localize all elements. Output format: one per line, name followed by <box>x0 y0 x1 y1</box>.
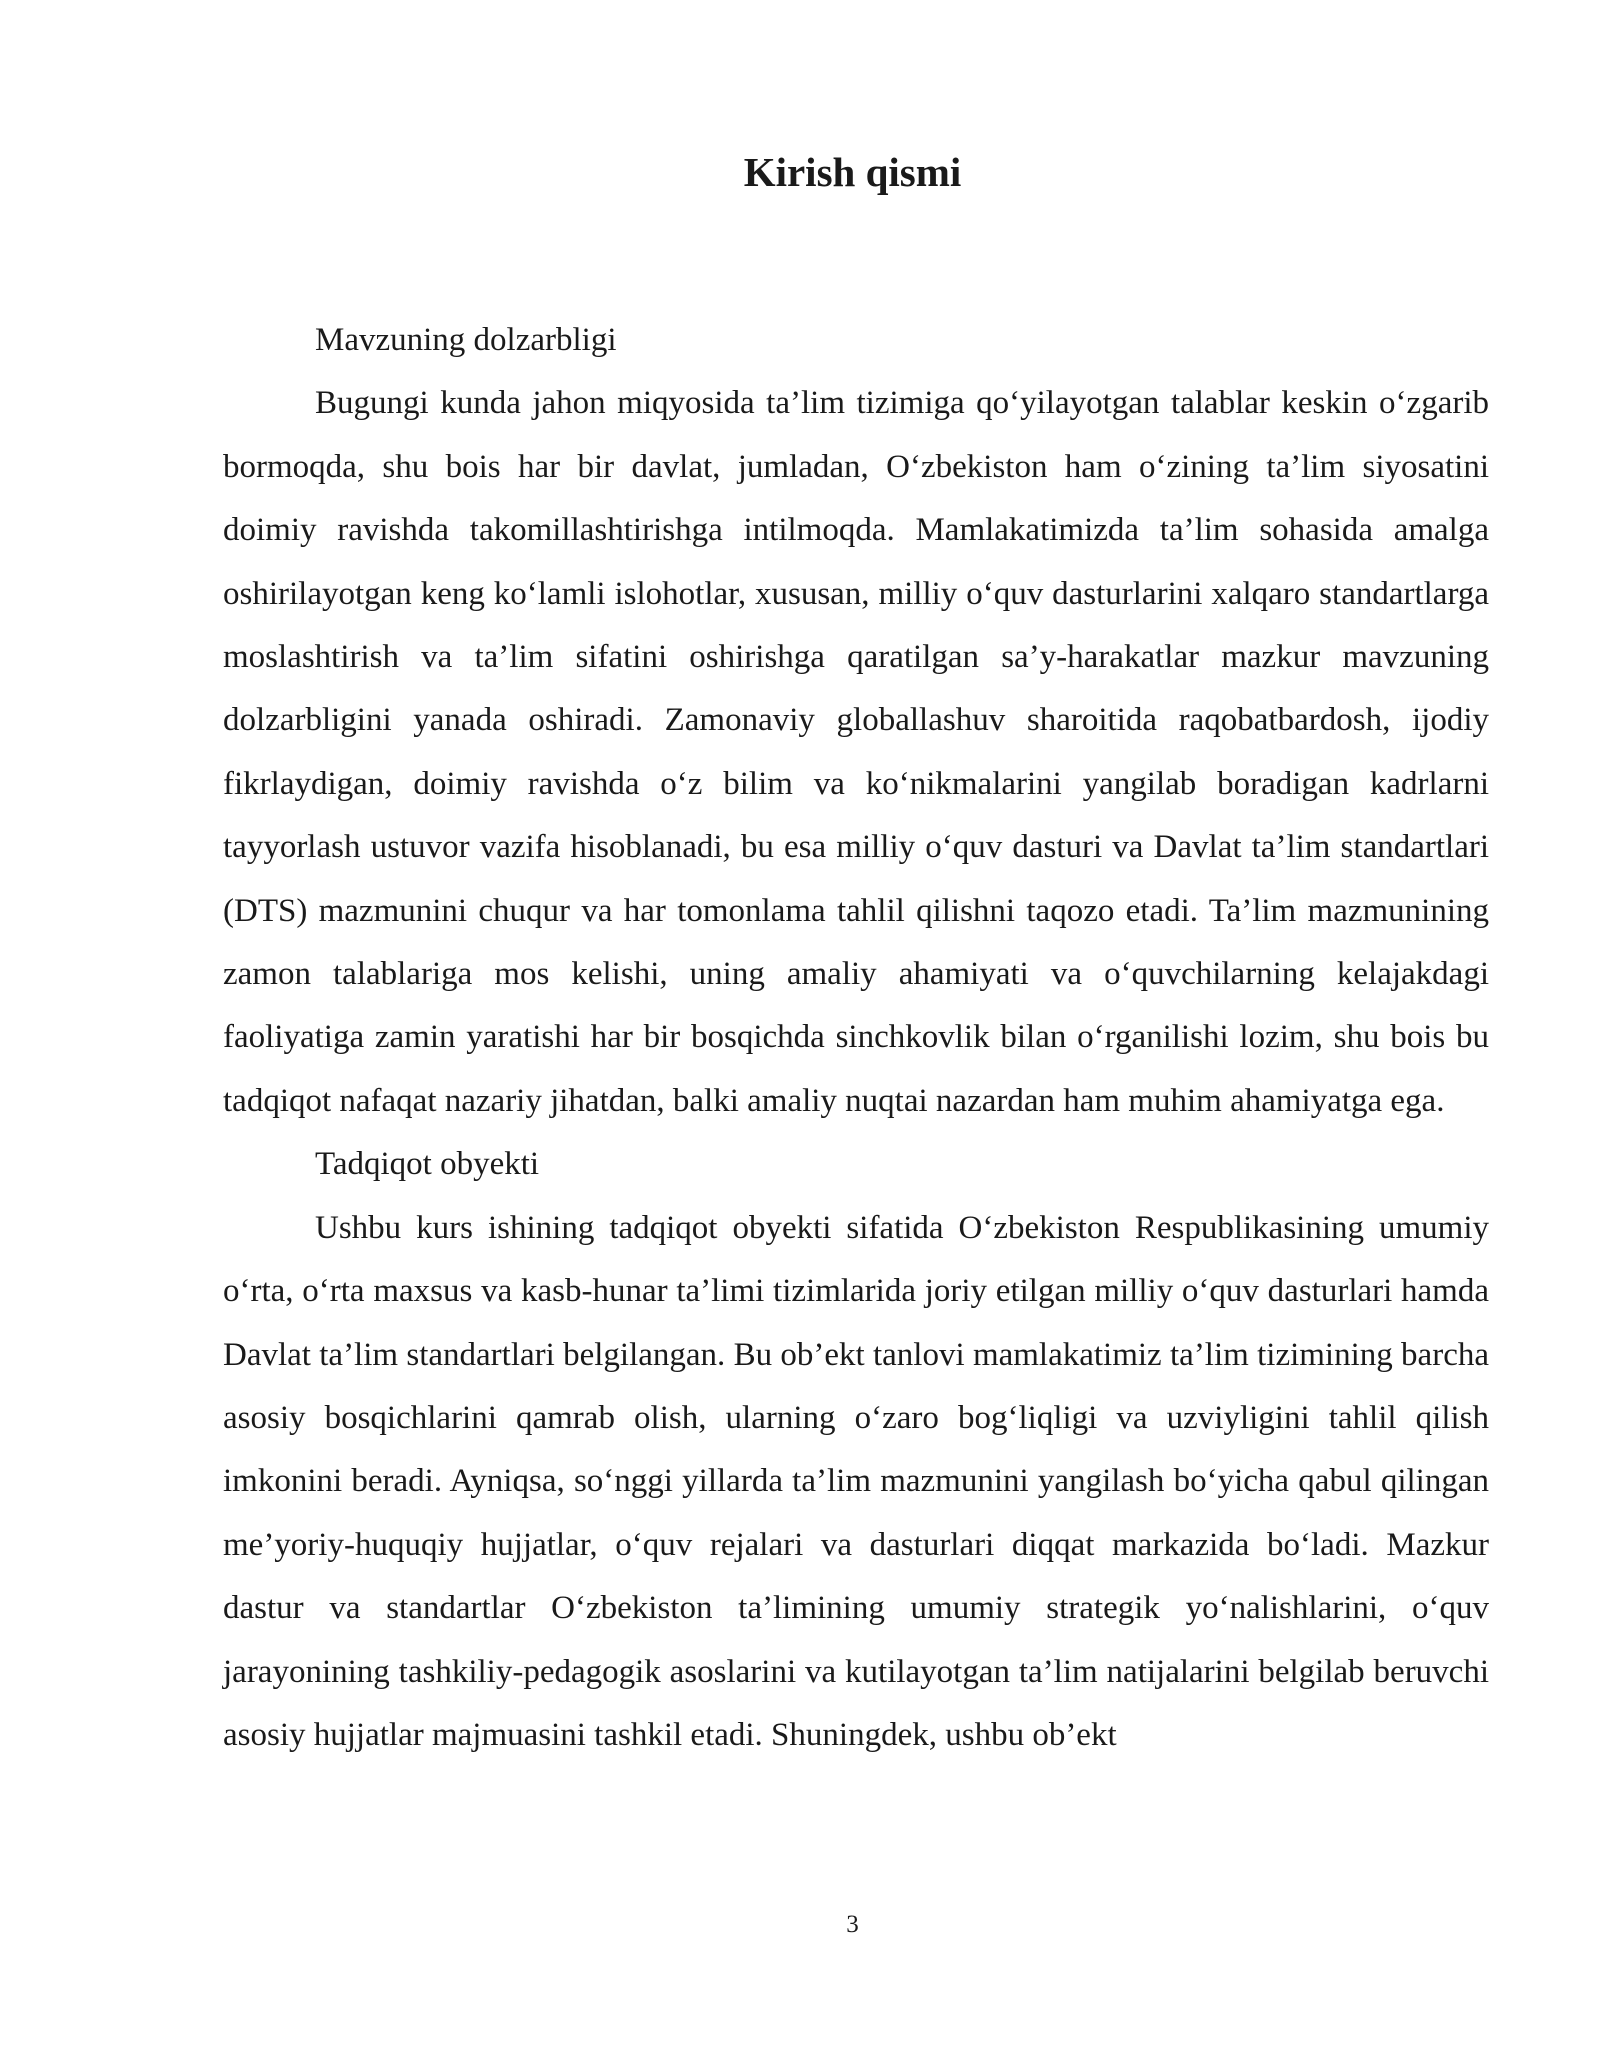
section-paragraph-research-object: Ushbu kurs ishining tadqiqot obyekti sifatida O‘zbekiston Respublikasining umumiy o‘rta, o‘rta maxsus va kasb-hunar ta’limi tizimlarida joriy etilgan milliy o‘quv dasturlari hamda Davlat ta’lim standartlari belgilangan. Bu ob’ekt tanlovi mamlakatimiz ta’lim tizimining barcha asosiy bosqichlarini qamrab olish, ularning o‘zaro bog‘liqligi va uzviyligini tahlil qilish imkonini beradi. Ayniqsa, so‘nggi yillarda ta’lim mazmunini yangilash bo‘yicha qabul qilingan me’yoriy-huquqiy hujjatlar, o‘quv rejalari va dasturlari diqqat markazida bo‘ladi. Mazkur dastur va standartlar O‘zbekiston ta’limining umumiy strategik yo‘nalishlarini, o‘quv jarayonining tashkiliy-pedagogik asoslarini va kutilayotgan ta’lim natijalarini belgilab beruvchi asosiy hujjatlar majmuasini tashkil etadi. Shuningdek, ushbu ob’ekt <box>223 1209 1489 1753</box>
document-body <box>223 309 1489 1767</box>
section-paragraph-relevance: Bugungi kunda jahon miqyosida ta’lim tizimiga qo‘yilayotgan talablar keskin o‘zgarib bormoqda, shu bois har bir davlat, jumladan, O‘zbekiston ham o‘zining ta’lim siyosatini doimiy ravishda takomillashtirishga intilmoqda. Mamlakatimizda ta’lim sohasida amalga oshirilayotgan keng ko‘lamli islohotlar, xususan, milliy o‘quv dasturlarini xalqaro standartlarga moslashtirish va ta’lim sifatini oshirishga qaratilgan sa’y-harakatlar mazkur mavzuning dolzarbligini yanada oshiradi. Zamonaviy globallashuv sharoitida raqobatbardosh, ijodiy fikrlaydigan, doimiy ravishda o‘z bilim va ko‘nikmalarini yangilab boradigan kadrlarni tayyorlash ustuvor vazifa hisoblanadi, bu esa milliy o‘quv dasturi va Davlat ta’lim standartlari (DTS) mazmunini chuqur va har tomonlama tahlil qilishni taqozo etadi. Ta’lim mazmunining zamon talablariga mos kelishi, uning amaliy ahamiyati va o‘quvchilarning kelajakdagi faoliyatiga zamin yaratishi har bir bosqichda sinchkovlik bilan o‘rganilishi lozim, shu bois bu tadqiqot nafaqat nazariy jihatdan, balki amaliy nuqtai nazardan ham muhim ahamiyatga ega. <box>223 385 1489 1119</box>
page-title: Kirish qismi <box>743 149 962 195</box>
section-heading-research-object: Tadqiqot obyekti <box>315 1146 540 1183</box>
section-heading-relevance: Mavzuning dolzarbligi <box>315 322 617 358</box>
page-number: 3 <box>846 1911 859 1938</box>
